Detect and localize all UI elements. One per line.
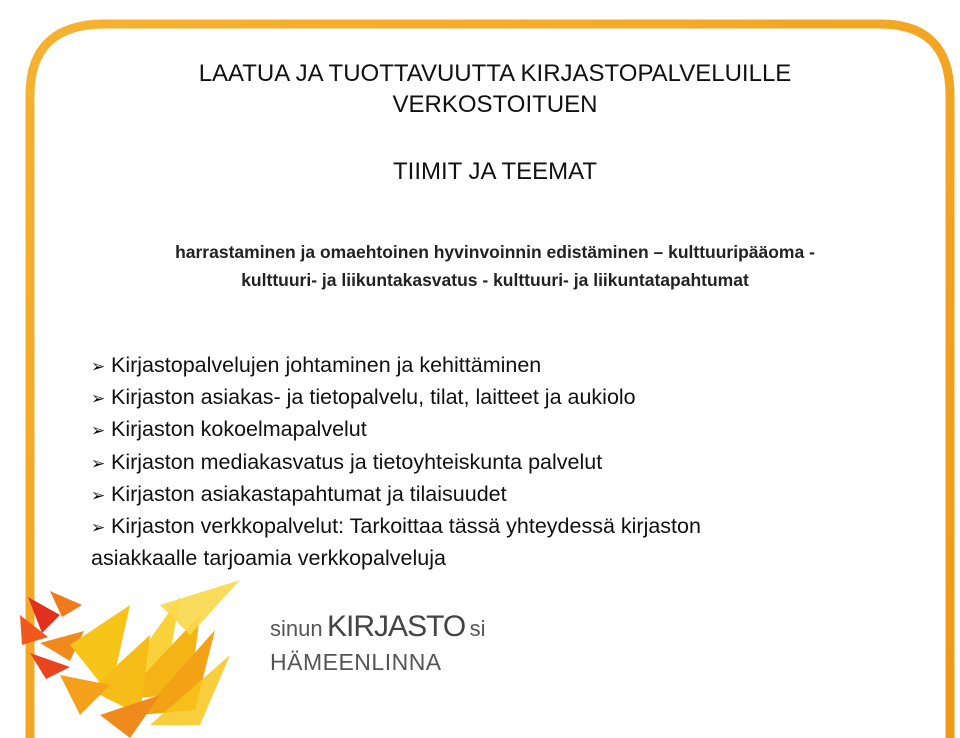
title-line-1: LAATUA JA TUOTTAVUUTTA KIRJASTOPALVELUILLE	[198, 60, 792, 87]
bullet-item	[91, 382, 911, 414]
bullet-item	[91, 414, 911, 446]
library-logo-flame-icon	[0, 575, 260, 738]
bullet-item	[91, 511, 911, 543]
bullet-list	[91, 350, 911, 573]
arrow-bullet-icon: ➢	[91, 421, 106, 441]
slide-title	[0, 58, 960, 120]
bullet-continuation: asiakkaalle tarjoamia verkkopalveluja	[91, 546, 446, 571]
library-logo	[270, 612, 486, 677]
themes-text	[0, 238, 960, 294]
arrow-bullet-icon: ➢	[91, 485, 106, 505]
logo-line-1	[270, 612, 486, 647]
themes-line-1: harrastaminen ja omaehtoinen hyvinvoinnin edistäminen – kulttuuripääoma -	[175, 242, 815, 262]
arrow-bullet-icon: ➢	[91, 389, 106, 409]
bullet-text: Kirjaston kokoelmapalvelut	[111, 417, 367, 442]
slide-subtitle: TIIMIT JA TEEMAT	[392, 158, 598, 185]
logo-word-si: si	[469, 616, 486, 641]
bullet-item	[91, 447, 911, 479]
bullet-item	[91, 479, 911, 511]
themes-line-2: kulttuuri- ja liikuntakasvatus - kulttuuri- ja liikuntatapahtumat	[241, 270, 749, 290]
bullet-text: Kirjaston verkkopalvelut: Tarkoittaa tässä yhteydessä kirjaston	[111, 514, 701, 539]
logo-word-kirjasto: KIRJASTO	[327, 610, 466, 643]
bullet-text: Kirjaston asiakas- ja tietopalvelu, tilat, laitteet ja aukiolo	[111, 385, 636, 410]
arrow-bullet-icon: ➢	[91, 518, 106, 538]
bullet-text: Kirjaston asiakastapahtumat ja tilaisuudet	[111, 481, 507, 506]
arrow-bullet-icon: ➢	[91, 357, 106, 376]
logo-word-sinun: sinun	[270, 616, 323, 641]
bullet-item	[91, 350, 911, 382]
title-line-2: VERKOSTOITUEN	[392, 91, 598, 118]
bullet-text: Kirjastopalvelujen johtaminen ja kehittäminen	[111, 353, 542, 377]
logo-city: HÄMEENLINNA	[270, 649, 442, 675]
arrow-bullet-icon: ➢	[91, 453, 106, 473]
bullet-text: Kirjaston mediakasvatus ja tietoyhteiskunta palvelut	[111, 449, 603, 474]
